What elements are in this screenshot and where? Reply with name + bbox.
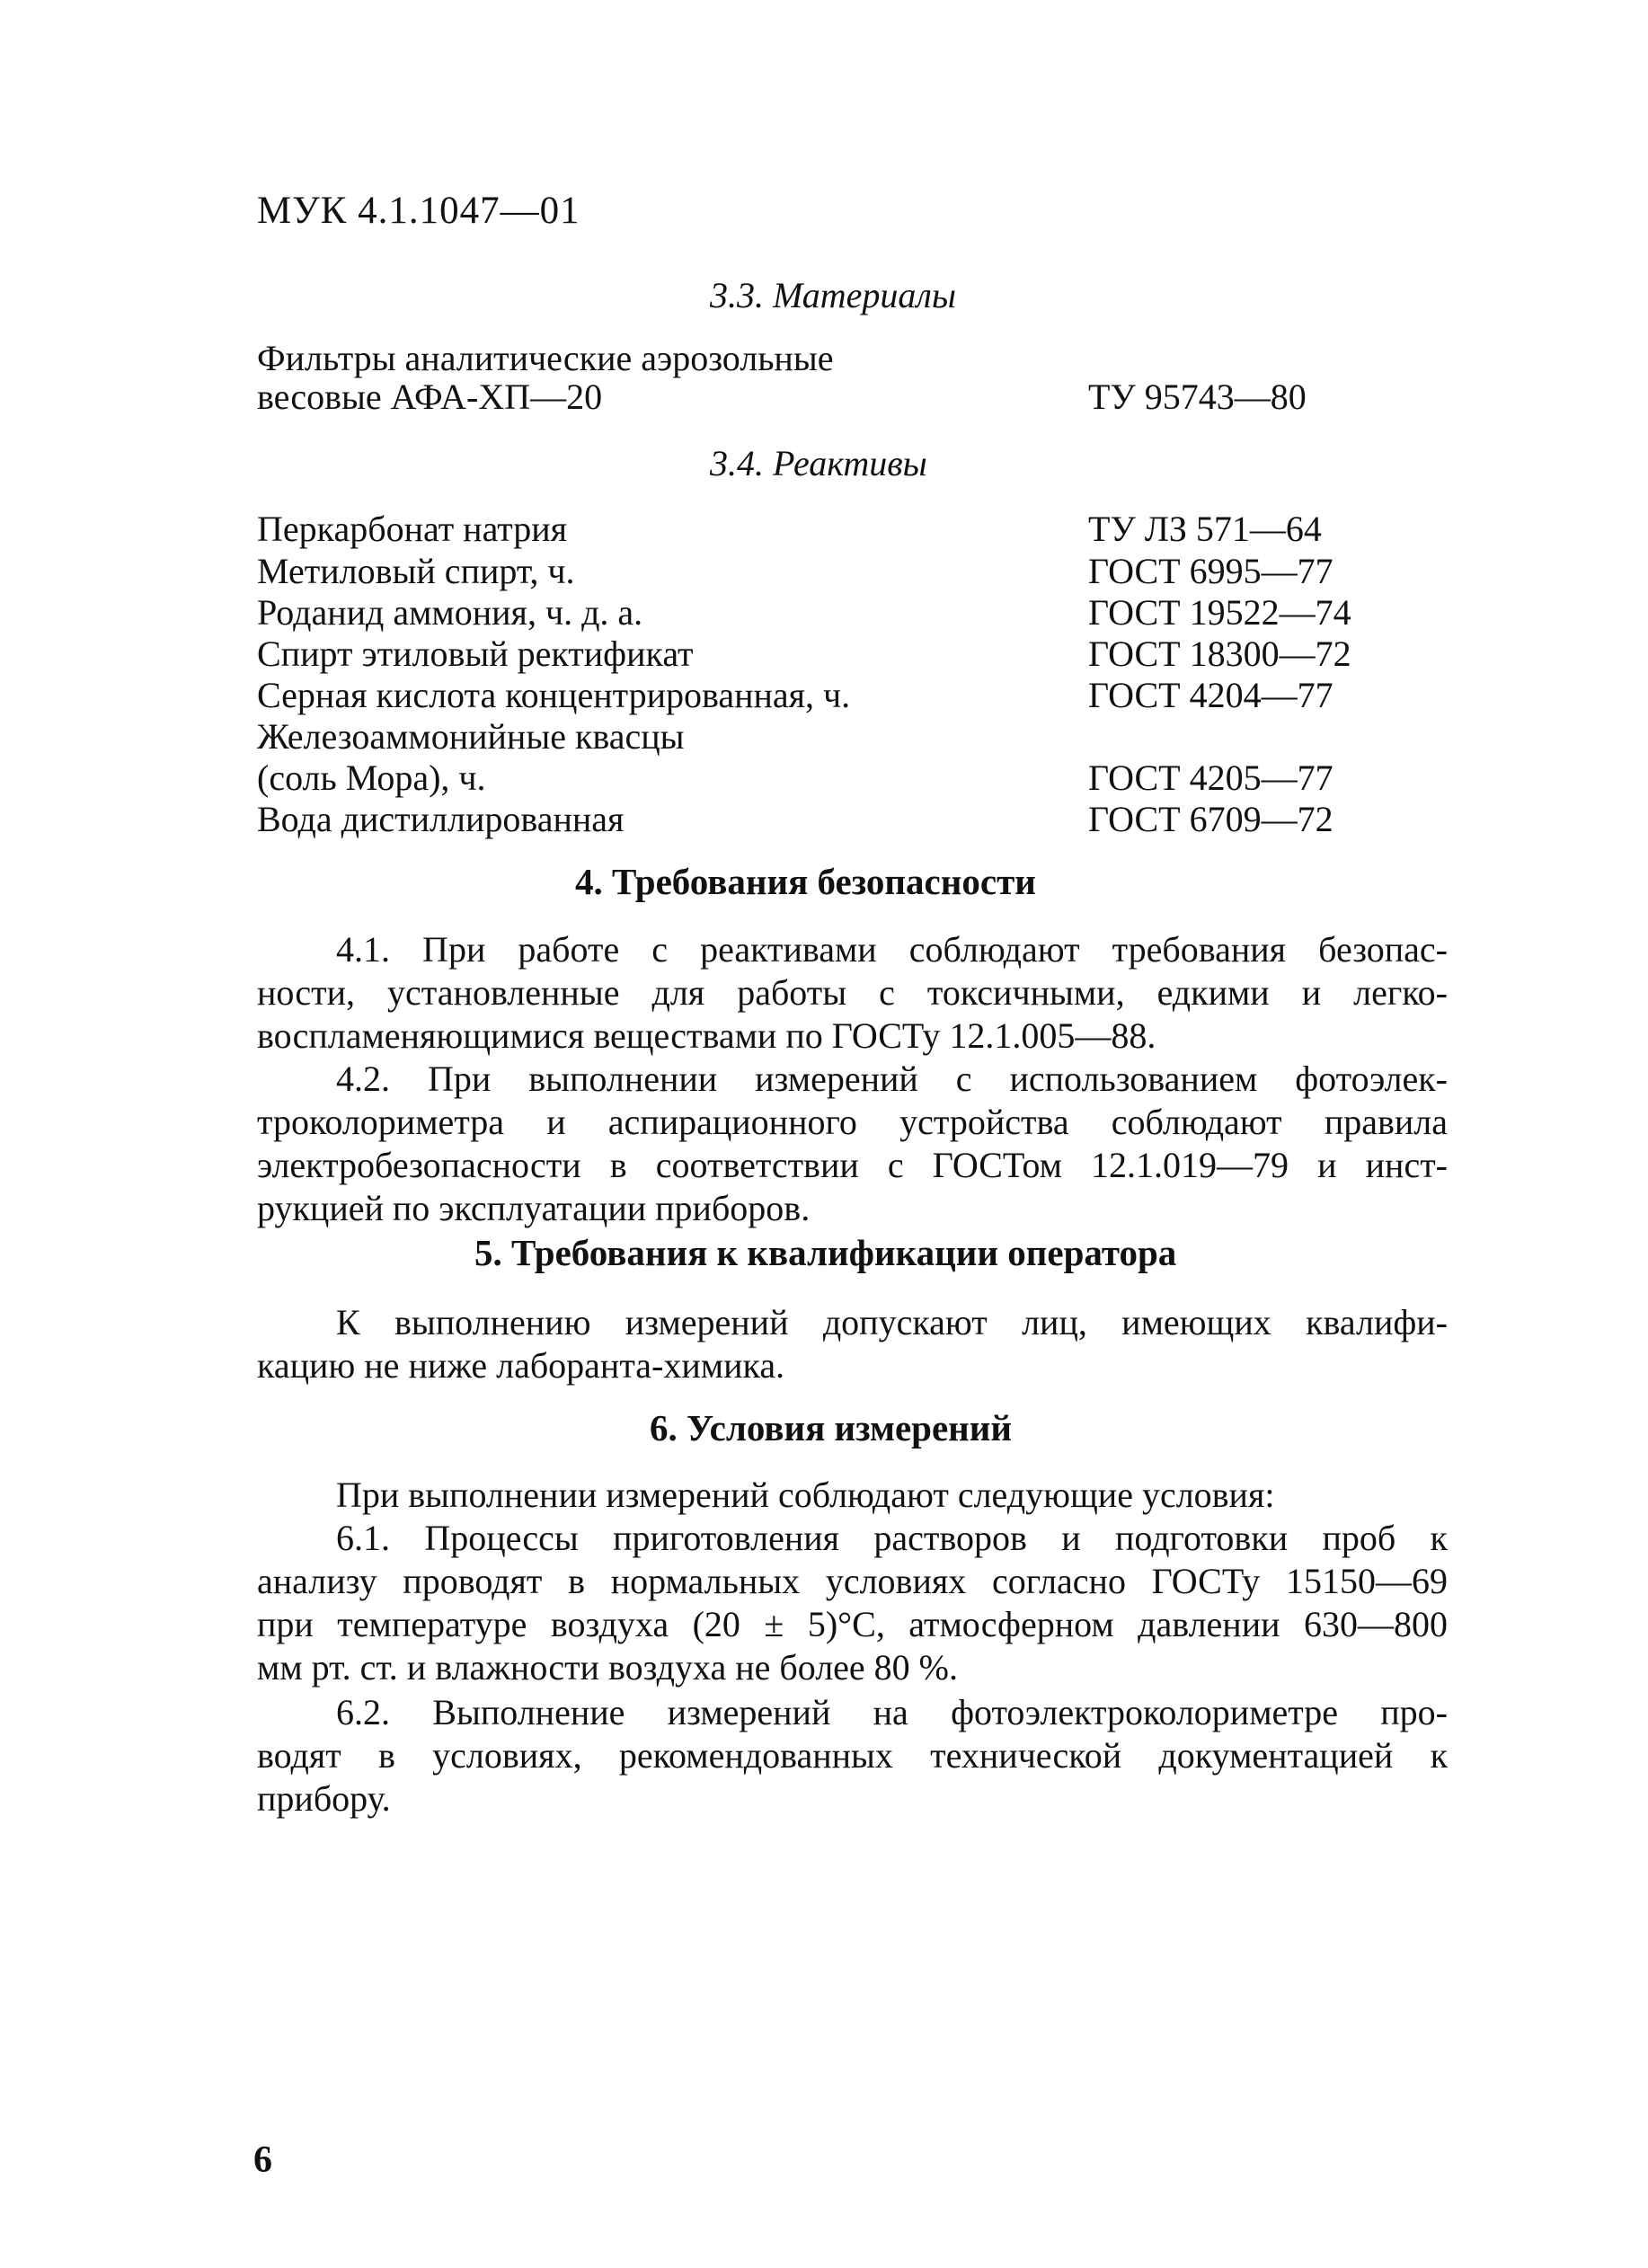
text-line: При выполнении измерений соблюдают следующие условия: (336, 1475, 1275, 1515)
reagent-name: (соль Мора), ч. (257, 757, 486, 798)
section-4-paragraph-1 (257, 928, 1448, 1058)
material-standard: ТУ 95743—80 (1088, 377, 1307, 417)
text-line: троколориметра и аспирационного устройства соблюдают правила (257, 1102, 1448, 1142)
reagent-name: Роданид аммония, ч. д. а. (257, 592, 643, 633)
text-line: кацию не ниже лаборанта-химика. (257, 1345, 785, 1386)
reagent-standard: ТУ ЛЗ 571—64 (1088, 509, 1322, 549)
text-line: 4.2. При выполнении измерений с использованием фотоэлек- (336, 1059, 1448, 1099)
text-line: анализу проводят в нормальных условиях согласно ГОСТу 15150—69 (257, 1561, 1448, 1601)
reagent-standard: ГОСТ 6995—77 (1088, 551, 1333, 591)
section-4-title: 4. Требования безопасности (575, 861, 1036, 902)
reagents-heading: 3.4. Реактивы (710, 443, 927, 483)
section-5-title: 5. Требования к квалификации оператора (474, 1232, 1177, 1273)
section-6-title: 6. Условия измерений (650, 1407, 1013, 1449)
text-line: ности, установленные для работы с токсичными, едкими и легко- (257, 972, 1448, 1013)
reagent-name: Перкарбонат натрия (257, 509, 568, 549)
section-4-paragraph-2 (257, 1058, 1448, 1230)
section-5-paragraph (257, 1301, 1448, 1387)
reagent-name: Метиловый спирт, ч. (257, 551, 575, 591)
text-line: прибору. (257, 1778, 391, 1819)
section-6-paragraph-2 (257, 1691, 1448, 1821)
section-6-paragraph-1 (257, 1517, 1448, 1689)
text-line: 6.1. Процессы приготовления растворов и подготовки проб к (336, 1518, 1448, 1558)
materials-heading: 3.3. Материалы (710, 275, 956, 315)
section-6-intro (257, 1474, 1448, 1517)
material-name: весовые АФА-ХП—20 (257, 377, 603, 417)
reagent-standard: ГОСТ 4205—77 (1088, 757, 1333, 798)
text-line: при температуре воздуха (20 ± 5)°С, атмосферном давлении 630—800 (257, 1604, 1448, 1644)
reagent-name: Серная кислота концентрированная, ч. (257, 675, 851, 715)
reagent-standard: ГОСТ 18300—72 (1088, 633, 1351, 674)
reagent-standard: ГОСТ 19522—74 (1088, 592, 1351, 633)
text-line: К выполнению измерений допускают лиц, имеющих квалифи- (336, 1302, 1448, 1342)
reagent-name: Вода дистиллированная (257, 799, 625, 839)
reagent-name: Спирт этиловый ректификат (257, 633, 694, 674)
reagent-standard: ГОСТ 6709—72 (1088, 799, 1333, 839)
text-line: водят в условиях, рекомендованных технической документацией к (257, 1735, 1448, 1776)
reagent-name: Железоаммонийные квасцы (257, 716, 685, 757)
text-line: 6.2. Выполнение измерений на фотоэлектроколориметре про- (336, 1692, 1448, 1732)
material-name: Фильтры аналитические аэрозольные (257, 338, 834, 378)
reagent-standard: ГОСТ 4204—77 (1088, 675, 1333, 715)
document-code: МУК 4.1.1047—01 (257, 190, 580, 232)
text-line: воспламеняющимися веществами по ГОСТу 12.1.005—88. (257, 1015, 1156, 1056)
text-line: 4.1. При работе с реактивами соблюдают требования безопас- (336, 929, 1448, 970)
text-line: мм рт. ст. и влажности воздуха не более 80 %. (257, 1647, 958, 1688)
page-number: 6 (253, 2140, 272, 2181)
text-line: электробезопасности в соответствии с ГОСТом 12.1.019—79 и инст- (257, 1145, 1448, 1185)
text-line: рукцией по эксплуатации приборов. (257, 1188, 811, 1228)
